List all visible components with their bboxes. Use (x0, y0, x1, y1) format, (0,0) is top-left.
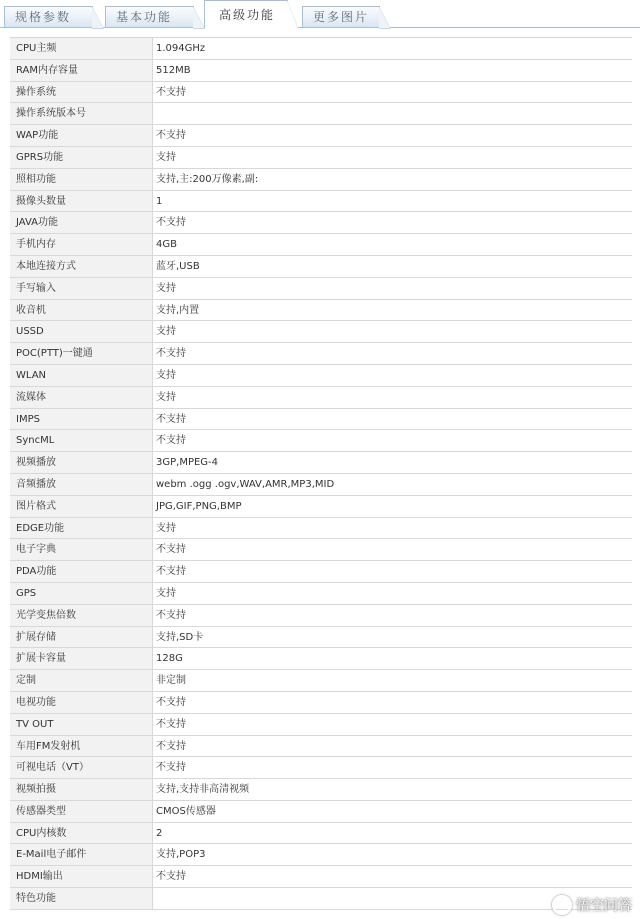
table-row (10, 474, 632, 496)
table-row (10, 103, 632, 125)
tab-basic-functions[interactable] (105, 6, 194, 27)
spec-label: E-Mail电子邮件 (10, 844, 153, 865)
spec-label: 特色功能 (10, 888, 153, 909)
spec-value: webm .ogg .ogv,WAV,AMR,MP3,MID (153, 474, 632, 495)
spec-value: 支持,SD卡 (153, 627, 632, 648)
spec-value: 支持 (153, 321, 632, 342)
table-row (10, 888, 632, 910)
spec-table (10, 37, 632, 910)
table-row (10, 38, 632, 60)
table-row (10, 670, 632, 692)
tab-bar (0, 0, 640, 34)
table-row (10, 300, 632, 322)
table-row (10, 430, 632, 452)
table-row (10, 757, 632, 779)
spec-label: 视频拍摄 (10, 779, 153, 800)
tab-advanced-functions[interactable] (204, 0, 288, 28)
spec-value: 支持 (153, 147, 632, 168)
spec-label: POC(PTT)一键通 (10, 343, 153, 364)
table-row (10, 234, 632, 256)
spec-value: CMOS传感器 (153, 801, 632, 822)
spec-label: 扩展存储 (10, 627, 153, 648)
table-row (10, 866, 632, 888)
table-row (10, 648, 632, 670)
spec-label: 操作系统版本号 (10, 103, 153, 124)
spec-value: 不支持 (153, 736, 632, 757)
spec-value: 非定制 (153, 670, 632, 691)
spec-value: 不支持 (153, 82, 632, 103)
table-row (10, 212, 632, 234)
spec-label: 本地连接方式 (10, 256, 153, 277)
spec-value: 不支持 (153, 692, 632, 713)
spec-value: 支持 (153, 583, 632, 604)
table-row (10, 321, 632, 343)
spec-value: 不支持 (153, 343, 632, 364)
spec-value: 不支持 (153, 409, 632, 430)
spec-label: 摄像头数量 (10, 191, 153, 212)
spec-value: 不支持 (153, 212, 632, 233)
spec-value: 支持,主:200万像素,副: (153, 169, 632, 190)
spec-label: 图片格式 (10, 496, 153, 517)
spec-value: 支持,支持非高清视频 (153, 779, 632, 800)
table-row (10, 496, 632, 518)
spec-label: 定制 (10, 670, 153, 691)
spec-label: 流媒体 (10, 387, 153, 408)
table-row (10, 343, 632, 365)
spec-value: 不支持 (153, 125, 632, 146)
table-row (10, 256, 632, 278)
table-row (10, 823, 632, 845)
spec-value: 3GP,MPEG-4 (153, 452, 632, 473)
table-row (10, 627, 632, 649)
spec-value: 不支持 (153, 539, 632, 560)
table-row (10, 191, 632, 213)
spec-value: 1 (153, 191, 632, 212)
tab-specs[interactable] (4, 6, 93, 27)
table-row (10, 387, 632, 409)
spec-label: GPRS功能 (10, 147, 153, 168)
tab-specs-label: 规格参数 (15, 10, 72, 24)
spec-label: USSD (10, 321, 153, 342)
spec-label: 电子字典 (10, 539, 153, 560)
spec-value: 512MB (153, 60, 632, 81)
table-row (10, 409, 632, 431)
spec-value: 不支持 (153, 605, 632, 626)
spec-label: 扩展卡容量 (10, 648, 153, 669)
table-row (10, 561, 632, 583)
spec-value: 4GB (153, 234, 632, 255)
table-row (10, 169, 632, 191)
tab-more-images[interactable] (302, 6, 380, 27)
watermark (552, 895, 632, 915)
spec-label: SyncML (10, 430, 153, 451)
table-row (10, 278, 632, 300)
spec-value: 不支持 (153, 430, 632, 451)
spec-label: 照相功能 (10, 169, 153, 190)
spec-label: 可视电话（VT） (10, 757, 153, 778)
tab-basic-functions-label: 基本功能 (116, 10, 173, 24)
spec-label: GPS (10, 583, 153, 604)
table-row (10, 60, 632, 82)
table-row (10, 518, 632, 540)
spec-label: 操作系统 (10, 82, 153, 103)
spec-label: RAM内存容量 (10, 60, 153, 81)
table-row (10, 147, 632, 169)
spec-value (153, 103, 632, 124)
spec-value: 蓝牙,USB (153, 256, 632, 277)
table-row (10, 801, 632, 823)
spec-value: 不支持 (153, 866, 632, 887)
spec-label: 手写输入 (10, 278, 153, 299)
spec-label: WAP功能 (10, 125, 153, 146)
tab-more-images-label: 更多图片 (313, 10, 370, 24)
spec-label: CPU主频 (10, 38, 153, 59)
spec-value: 支持 (153, 365, 632, 386)
spec-value: 支持,内置 (153, 300, 632, 321)
spec-value: 2 (153, 823, 632, 844)
table-row (10, 779, 632, 801)
spec-label: 电视功能 (10, 692, 153, 713)
spec-label: JAVA功能 (10, 212, 153, 233)
spec-label: PDA功能 (10, 561, 153, 582)
spec-label: 视频播放 (10, 452, 153, 473)
spec-label: 传感器类型 (10, 801, 153, 822)
spec-value: 不支持 (153, 714, 632, 735)
spec-label: TV OUT (10, 714, 153, 735)
table-row (10, 714, 632, 736)
spec-value: 不支持 (153, 757, 632, 778)
spec-value: 支持 (153, 278, 632, 299)
spec-value: 不支持 (153, 561, 632, 582)
table-row (10, 844, 632, 866)
spec-label: 音频播放 (10, 474, 153, 495)
table-row (10, 736, 632, 758)
spec-label: 光学变焦倍数 (10, 605, 153, 626)
spec-label: WLAN (10, 365, 153, 386)
spec-value: 1.094GHz (153, 38, 632, 59)
spec-label: EDGE功能 (10, 518, 153, 539)
table-row (10, 539, 632, 561)
table-row (10, 605, 632, 627)
table-row (10, 125, 632, 147)
watermark-text: 悟空问答 (576, 898, 632, 914)
spec-value: JPG,GIF,PNG,BMP (153, 496, 632, 517)
table-row (10, 82, 632, 104)
spec-value: 支持,POP3 (153, 844, 632, 865)
spec-value: 128G (153, 648, 632, 669)
table-row (10, 583, 632, 605)
spec-value: 支持 (153, 518, 632, 539)
tab-advanced-functions-label: 高级功能 (219, 8, 276, 22)
wukong-logo-icon (552, 895, 572, 915)
table-row (10, 452, 632, 474)
spec-label: CPU内核数 (10, 823, 153, 844)
spec-label: 收音机 (10, 300, 153, 321)
spec-label: IMPS (10, 409, 153, 430)
table-row (10, 692, 632, 714)
table-row (10, 365, 632, 387)
spec-value: 支持 (153, 387, 632, 408)
spec-label: 手机内存 (10, 234, 153, 255)
spec-label: HDMI输出 (10, 866, 153, 887)
spec-label: 车用FM发射机 (10, 736, 153, 757)
